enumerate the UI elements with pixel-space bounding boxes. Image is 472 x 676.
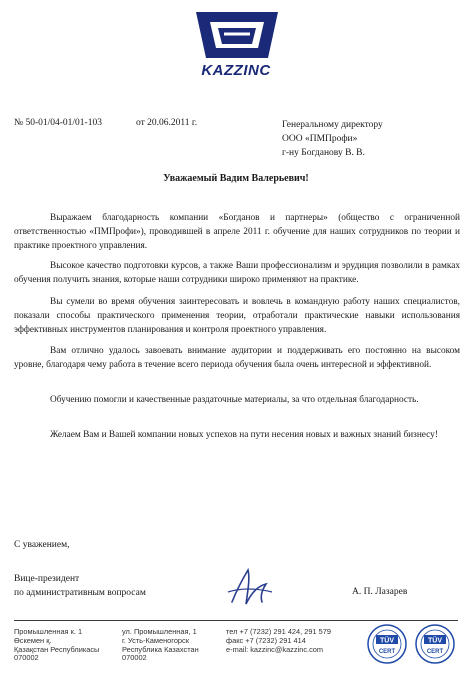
role-line: Вице-президент	[14, 574, 80, 584]
signatory-name: А. П. Лазарев	[352, 587, 408, 597]
footer-contacts	[226, 628, 331, 654]
footer-line: ул. Промышленная, 1	[122, 627, 197, 636]
body-paragraph: Желаем Вам и Вашей компании новых успехов на пути несения новых и важных знаний бизнесу!	[50, 430, 438, 440]
svg-text:CERT: CERT	[426, 649, 444, 655]
svg-text:TÜV: TÜV	[428, 637, 442, 645]
body-paragraph: Выражаем благодарность компании «Богданов и партнеры» (общество с ограниченной ответственностью «ПМПрофи»), проводившей в апреле 2011 г. обучение для наших сотрудников по теории и практике проектного управления.	[14, 213, 460, 251]
footer-line: Өскемен қ.	[14, 635, 52, 645]
svg-text:CERT: CERT	[378, 649, 396, 655]
greeting: Уважаемый Вадим Валерьевич!	[163, 173, 309, 184]
closing-phrase: С уважением,	[14, 540, 70, 550]
footer-line: Қазақстан Республикасы	[14, 644, 100, 654]
addressee-block	[282, 118, 383, 160]
footer-address-rus	[122, 628, 199, 663]
footer-line: 070002	[14, 653, 39, 663]
tuv-cert-seal-icon	[414, 622, 456, 668]
footer-line: Республика Казахстан	[122, 644, 199, 654]
document-reference: № 50-01/04-01/01-103	[14, 118, 102, 128]
body-paragraph: Вы сумели во время обучения заинтересовать и вовлечь в командную работу наших специалистов, показали способы практического применения теории, отработали практические навыки использования эффективных инструментов планирования и контроля проектного управления.	[14, 297, 460, 335]
footer-line: факс +7 (7232) 291 414	[226, 635, 306, 645]
tuv-cert-seal-icon	[366, 622, 408, 668]
footer-line: г. Усть-Каменогорск	[122, 635, 189, 645]
role-line: по административным вопросам	[14, 588, 146, 598]
footer-divider	[14, 620, 458, 621]
footer-line: Промышленная к. 1	[14, 627, 83, 636]
handwritten-signature	[222, 562, 278, 610]
signatory-role	[14, 572, 146, 600]
addressee-line: Генеральному директору	[282, 120, 383, 130]
addressee-line: ООО «ПМПрофи»	[282, 134, 358, 144]
footer-line: тел +7 (7232) 291 424, 291 579	[226, 627, 331, 636]
logo-wordmark: KAZZINC	[201, 62, 271, 79]
body-paragraph: Вам отлично удалось завоевать внимание аудитории и поддерживать его постоянно на высоком уровне, благодаря чему работа в течение всего периода обучения была очень интересной и эффективной.	[14, 346, 460, 370]
footer-address-kaz	[14, 628, 99, 663]
footer-line: 070002	[122, 653, 147, 663]
body-paragraph: Обучению помогли и качественные раздаточные материалы, за что отдельная благодарность.	[50, 395, 419, 405]
body-paragraph: Высокое качество подготовки курсов, а также Ваши профессионализм и эрудиция позволили в рамках обучения получить знания, которые наши сотрудники широко применяют на практике.	[14, 261, 460, 285]
document-date: от 20.06.2011 г.	[136, 118, 198, 128]
addressee-line: г-ну Богданову В. В.	[282, 148, 365, 158]
svg-text:TÜV: TÜV	[380, 637, 394, 645]
footer-line: e-mail: kazzinc@kazzinc.com	[226, 644, 324, 654]
